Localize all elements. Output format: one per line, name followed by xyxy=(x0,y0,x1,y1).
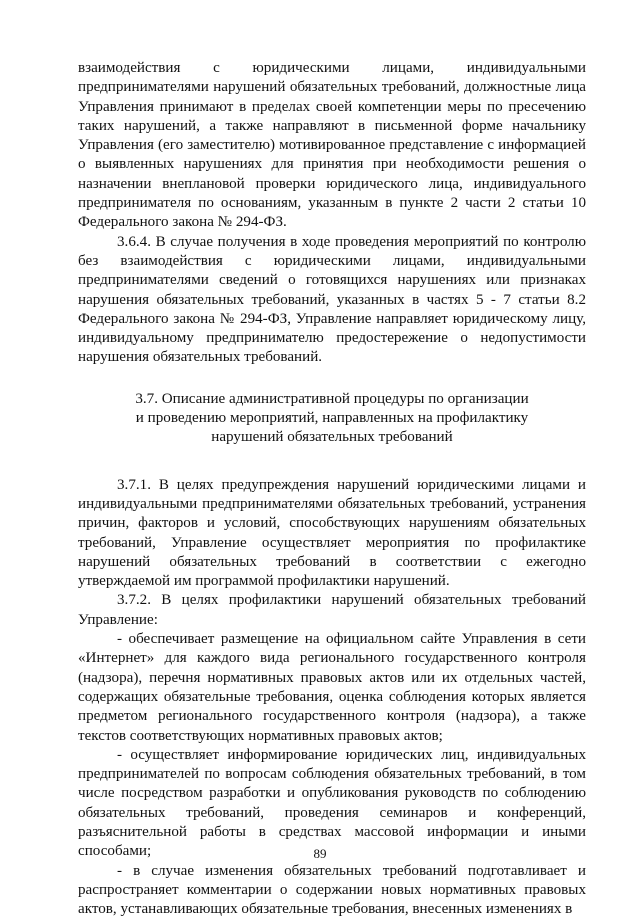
section-heading-line: и проведению мероприятий, направленных на профилактику xyxy=(135,410,529,427)
section-heading-line: 3.7. Описание административной процедуры по организации xyxy=(135,390,529,407)
paragraph-continuation: взаимодействия с юридическими лицами, индивидуальными предпринимателями нарушений обязательных требований, должностные лица Управления принимают в пределах своей компетенции меры по пресечению таких нарушений, а также направляют в письменной форме начальнику Управления (его заместителю) мотивированное представление с информацией о выявленных нарушениях для принятия при необходимости решения о назначении внеплановой проверки юридического лица, индивидуального предпринимателя по основаниям, указанным в пункте 2 части 2 статьи 10 Федерального закона № 294-ФЗ. xyxy=(78,60,586,231)
list-item: - обеспечивает размещение на официальном сайте Управления в сети «Интернет» для каждого вида регионального государственного контроля (надзора), перечня нормативных правовых актов или их отдельных частей, содержащих обязательные требования, оценка соблюдения которых является предметом регионального государственного контроля (надзора), а также текстов соответствующих нормативных правовых актов; xyxy=(78,631,586,744)
section-heading-line: нарушений обязательных требований xyxy=(211,429,453,446)
paragraph-3-7-1: 3.7.1. В целях предупреждения нарушений юридическими лицами и индивидуальными предпринимателями обязательных требований, устранения причин, факторов и условий, способствующих нарушениям обязательных требований, Управление осуществляет мероприятия по профилактике нарушений обязательных требований в соответствии с ежегодно утверждаемой им программой профилактики нарушений. xyxy=(78,476,586,590)
document-page xyxy=(78,59,586,919)
list-item: - в случае изменения обязательных требований подготавливает и распространяет комментарии о содержании новых нормативных правовых актов, устанавливающих обязательные требования, внесенных изменениях в xyxy=(78,862,586,918)
page-number: 89 xyxy=(313,846,327,861)
spacer xyxy=(78,448,586,476)
section-heading xyxy=(78,390,586,448)
paragraph-3-7-2: 3.7.2. В целях профилактики нарушений обязательных требований Управление: xyxy=(78,592,586,628)
paragraph-3-6-4: 3.6.4. В случае получения в ходе проведения мероприятий по контролю без взаимодействия с юридическими лицами, индивидуальными предпринимателями сведений о готовящихся нарушениях или признаках нарушения обязательных требований, указанных в частях 5 - 7 статьи 8.2 Федерального закона № 294-ФЗ, Управление направляет юридическому лицу, индивидуальному предпринимателю предостережение о недопустимости нарушения обязательных требований. xyxy=(78,233,586,366)
list-item: - осуществляет информирование юридических лиц, индивидуальных предпринимателей по вопросам соблюдения обязательных требований, в том числе посредством разработки и опубликования руководств по соблюдению обязательных требований, проведения семинаров и конференций, разъяснительной работы в средствах массовой информации и иными способами; xyxy=(78,746,586,860)
spacer xyxy=(78,368,586,390)
